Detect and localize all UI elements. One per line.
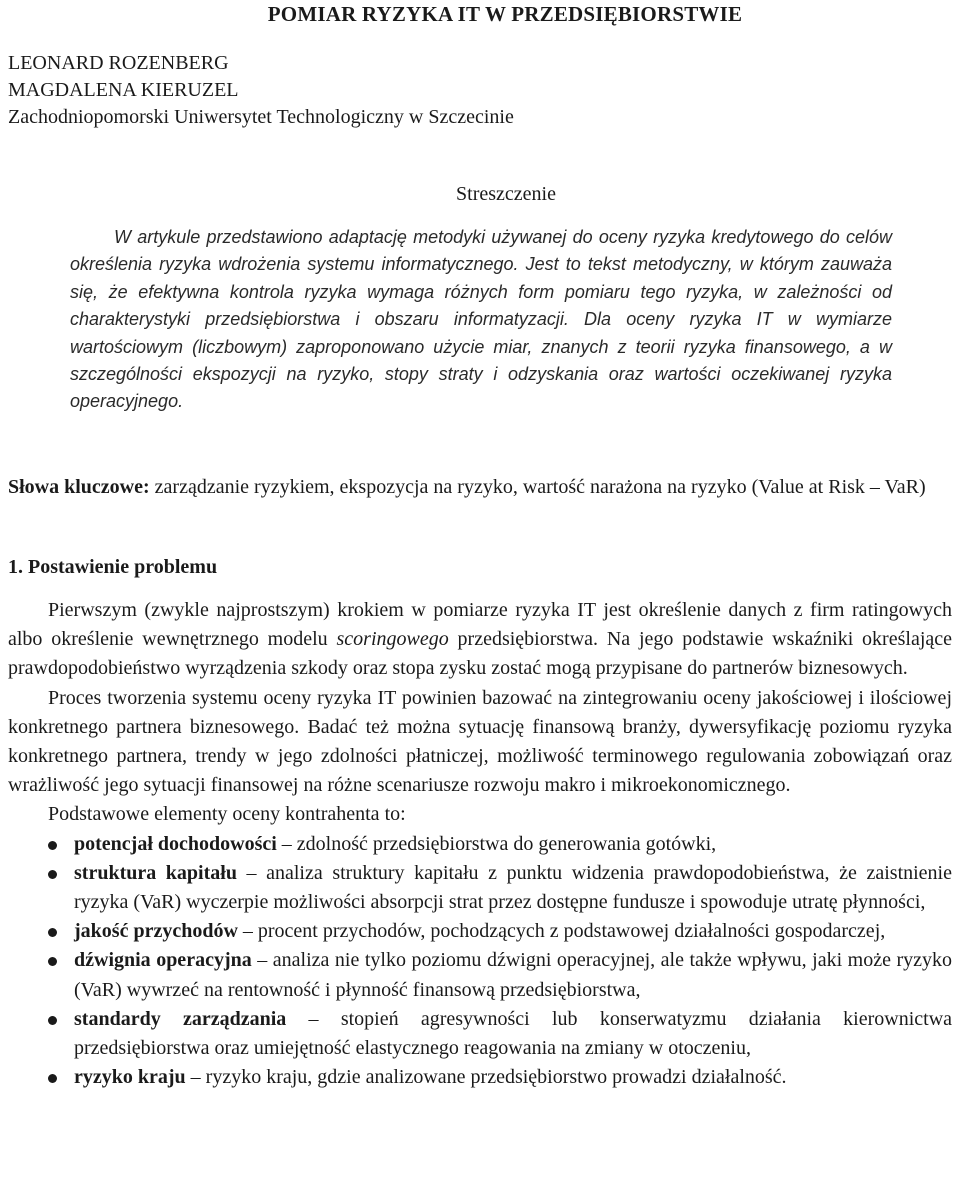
body-text [8, 596, 952, 1092]
list-item: ryzyko kraju – ryzyko kraju, gdzie analizowane przedsiębiorstwo prowadzi działalność. [8, 1063, 952, 1092]
bullet-list [8, 830, 952, 1093]
bullet-icon [48, 928, 57, 937]
paragraph: Podstawowe elementy oceny kontrahenta to: [48, 803, 406, 826]
affiliation: Zachodniopomorski Uniwersytet Technologiczny w Szczecinie [8, 106, 514, 128]
list-item: dźwignia operacyjna – analiza nie tylko poziomu dźwigni operacyjnej, ale także wpływu, jaki może ryzyko (VaR) wywrzeć na rentowność i płynność finansową przedsiębiorstwa, [8, 946, 952, 1004]
list-item: standardy zarządzania – stopień agresywności lub konserwatyzmu działania kierownictwa przedsiębiorstwa oraz umiejętność elastycznego reagowania na zmiany w otoczeniu, [8, 1005, 952, 1063]
section-heading: 1. Postawienie problemu [8, 556, 218, 578]
author-block [8, 50, 514, 131]
abstract-text: W artykule przedstawiono adaptację metodyki używanej do oceny ryzyka kredytowego do celów określenia ryzyka wdrożenia systemu informatycznego. Jest to tekst metodyczny, w którym zauważa się, że efektywna kontrola ryzyka wymaga różnych form pomiaru tego ryzyka, w zależności od charakterystyki przedsiębiorstwa i obszaru informatyzacji. Dla oceny ryzyka IT w wymiarze wartościowym (liczbowym) zaproponowano użycie miar, znanych z teorii ryzyka finansowego, a w szczególności ekspozycji na ryzyko, stopy straty i odzyskania oraz wartości oczekiwanej ryzyka operacyjnego. [70, 227, 892, 412]
paper-title: POMIAR RYZYKA IT W PRZEDSIĘBIORSTWIE [267, 2, 743, 26]
paragraph: Pierwszym (zwykle najprostszym) krokiem w pomiarze ryzyka IT jest określenie danych z firm ratingowych albo określenie wewnętrznego modelu scoringowego przedsiębiorstwa. Na jego podstawie wskaźniki określające prawdopodobieństwo wyrządzenia szkody oraz stopa zysku zostać mogą przypisane do partnerów biznesowych. [8, 599, 953, 680]
bullet-icon [48, 957, 57, 966]
paragraph: Proces tworzenia systemu oceny ryzyka IT powinien bazować na zintegrowaniu oceny jakościowej i ilościowej konkretnego partnera biznesowego. Badać też można sytuację finansową branży, dywersyfikację poziomu ryzyka konkretnego partnera, trendy w jego zdolności płatniczej, możliwość terminowego regulowania zobowiązań oraz wrażliwość jego sytuacji finansowej na różne scenariusze rozwoju makro i mikroekonomicznego. [8, 686, 952, 797]
abstract [70, 224, 892, 416]
list-item: jakość przychodów – procent przychodów, pochodzących z podstawowej działalności gospodarczej, [8, 917, 952, 946]
bullet-icon [48, 870, 57, 879]
keywords-label: Słowa kluczowe: [8, 476, 150, 498]
list-item: potencjał dochodowości – zdolność przedsiębiorstwa do generowania gotówki, [8, 830, 952, 859]
bullet-icon [48, 841, 57, 850]
list-item: struktura kapitału – analiza struktury kapitału z punktu widzenia prawdopodobieństwa, że zaistnienie ryzyka (VaR) wyczerpie możliwości absorpcji strat przez dostępne fundusze i spowoduje utratę płynności, [8, 859, 952, 917]
author-name: LEONARD ROZENBERG [8, 52, 229, 74]
keywords [8, 473, 950, 502]
keywords-text: zarządzanie ryzykiem, ekspozycja na ryzyko, wartość narażona na ryzyko (Value at Risk – VaR) [154, 476, 926, 498]
bullet-icon [48, 1016, 57, 1025]
abstract-heading: Streszczenie [456, 183, 556, 205]
bullet-icon [48, 1074, 57, 1083]
author-name: MAGDALENA KIERUZEL [8, 79, 239, 101]
italic-term: scoringowego [336, 628, 449, 651]
